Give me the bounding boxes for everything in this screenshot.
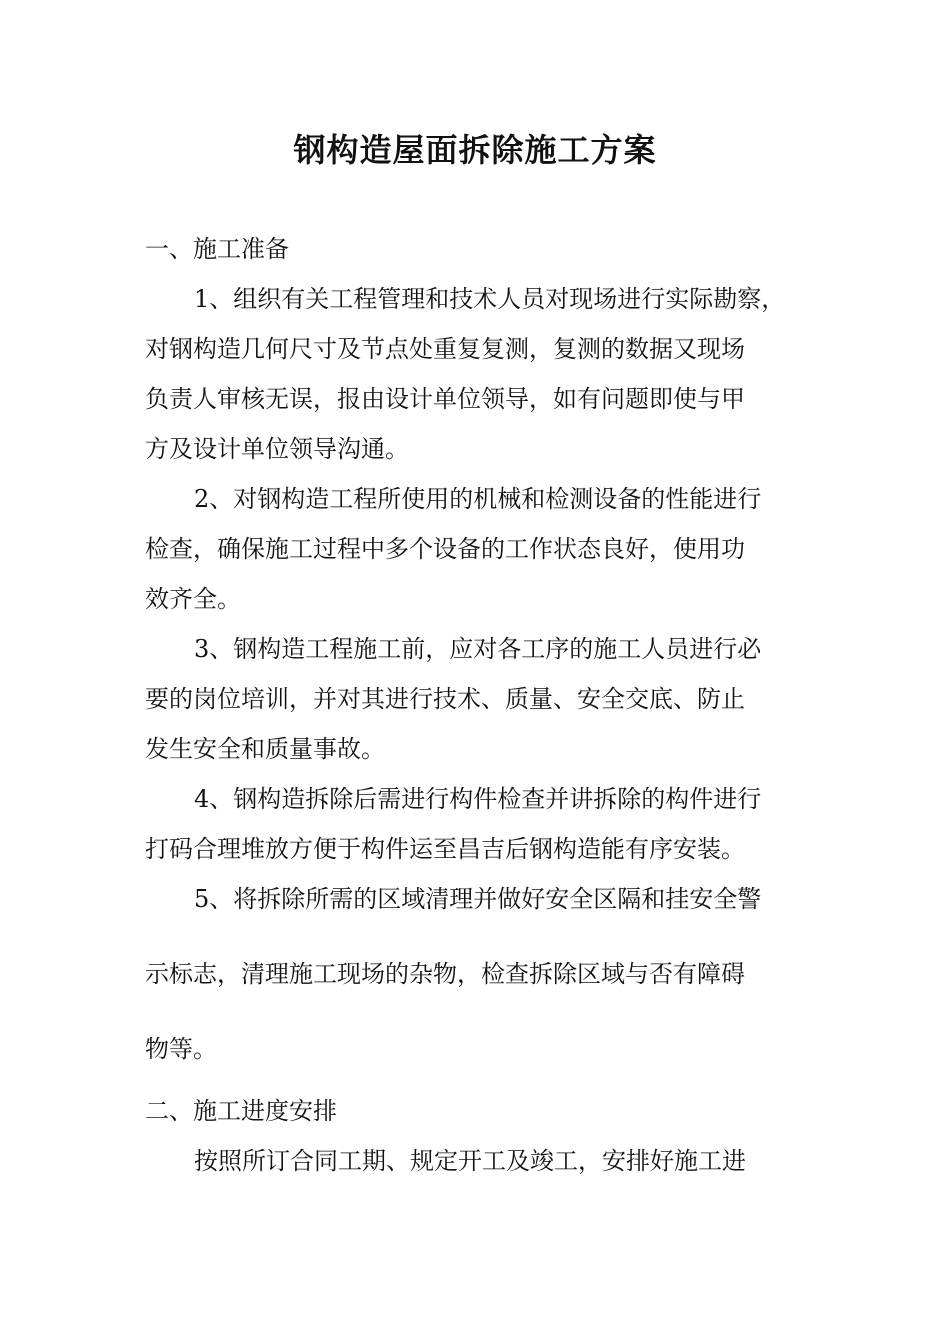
paragraph-line: 1、组织有关工程管理和技术人员对现场进行实际勘察，	[194, 285, 786, 313]
document-title: 钢构造屋面拆除施工方案	[293, 131, 657, 169]
paragraph-line: 5、将拆除所需的区域清理并做好安全区隔和挂安全警	[194, 885, 762, 913]
paragraph-line: 物等。	[145, 1035, 217, 1063]
paragraph-line: 负责人审核无误，报由设计单位领导，如有问题即使与甲	[145, 385, 745, 413]
paragraph-line: 2、对钢构造工程所使用的机械和检测设备的性能进行	[194, 485, 762, 513]
paragraph-line: 按照所订合同工期、规定开工及竣工，安排好施工进	[194, 1147, 746, 1175]
paragraph-line: 发生安全和质量事故。	[145, 735, 385, 763]
paragraph-line: 示标志，清理施工现场的杂物，检查拆除区域与否有障碍	[145, 960, 745, 988]
paragraph-line: 检查，确保施工过程中多个设备的工作状态良好，使用功	[145, 535, 745, 563]
paragraph-line: 3、钢构造工程施工前，应对各工序的施工人员进行必	[194, 635, 762, 663]
section-heading-schedule: 二、施工进度安排	[145, 1097, 337, 1125]
paragraph-line: 对钢构造几何尺寸及节点处重复复测，复测的数据又现场	[145, 335, 745, 363]
section-heading-preparation: 一、施工准备	[145, 235, 289, 263]
paragraph-line: 效齐全。	[145, 585, 241, 613]
paragraph-line: 方及设计单位领导沟通。	[145, 435, 409, 463]
paragraph-line: 打码合理堆放方便于构件运至昌吉后钢构造能有序安装。	[145, 835, 745, 863]
paragraph-line: 要的岗位培训，并对其进行技术、质量、安全交底、防止	[145, 685, 745, 713]
paragraph-line: 4、钢构造拆除后需进行构件检查并讲拆除的构件进行	[194, 785, 762, 813]
